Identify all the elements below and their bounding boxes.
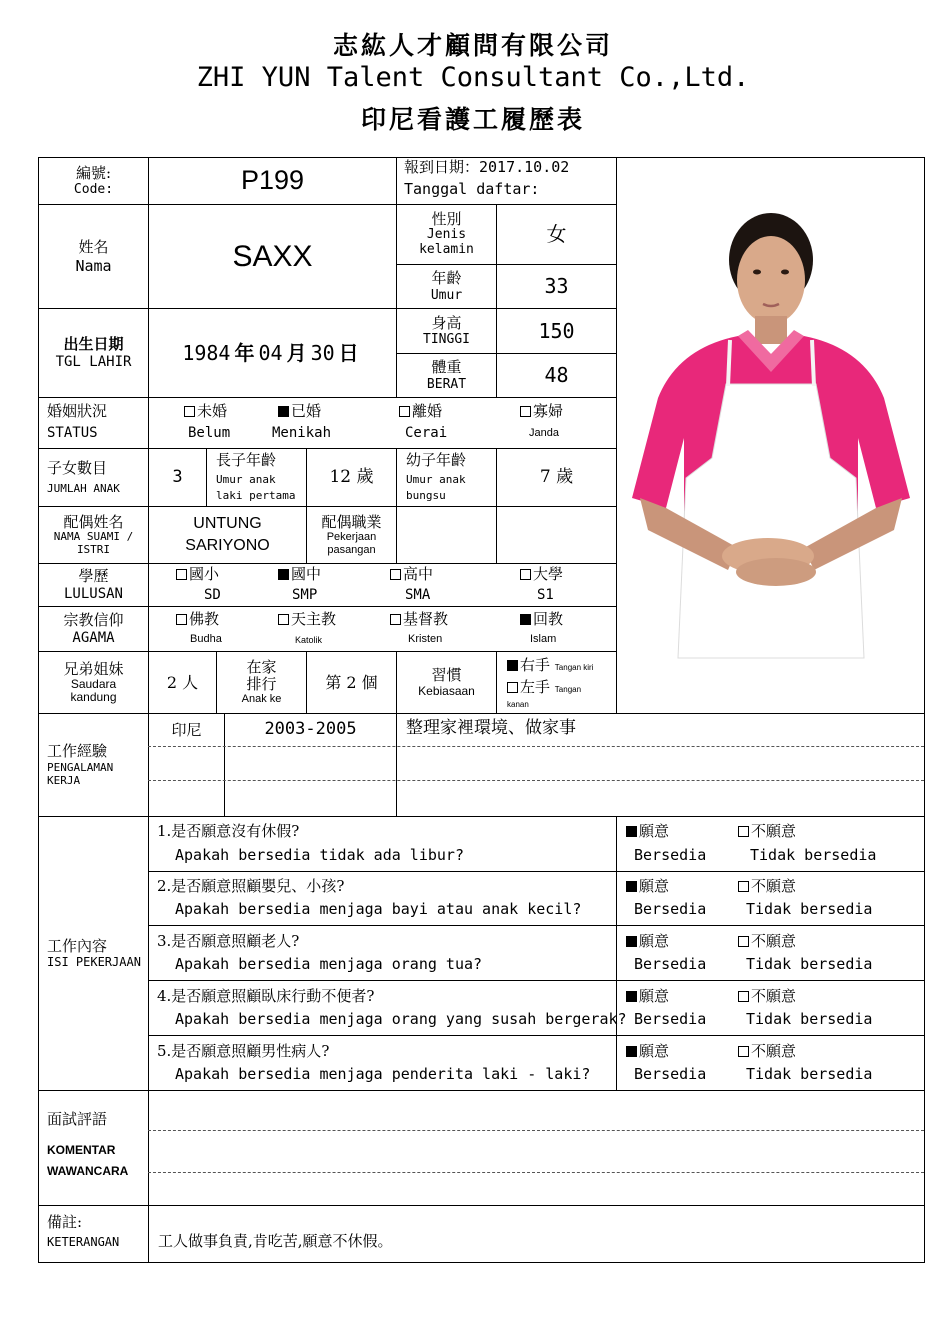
duty-yes-label: Bersedia — [634, 1010, 707, 1028]
remarks-label-id: KETERANGAN — [47, 1235, 120, 1249]
duty-yes-option[interactable]: 願意 — [626, 932, 669, 950]
interview-label-id-1: KOMENTAR — [47, 1143, 116, 1157]
experience-period: 2003-2005 — [264, 719, 357, 740]
checkbox-icon — [738, 936, 749, 947]
education-option-s1-id: S1 — [537, 587, 554, 603]
code-label: 編號: Code: — [73, 163, 114, 198]
duty-question-zh: 4.是否願意照顧臥床行動不便者? — [157, 987, 375, 1005]
eldest-age-value: 12 歲 — [329, 466, 374, 487]
marital-option-belum[interactable]: 未婚 — [184, 402, 227, 420]
eldest-age-label-id-2: laki pertama — [216, 489, 296, 502]
duty-yes-label: Bersedia — [634, 1065, 707, 1083]
experience-label: 工作經驗 PENGALAMAN KERJA — [47, 741, 114, 788]
experience-country: 印尼 — [171, 720, 202, 739]
age-label: 年齡 Umur — [430, 269, 463, 303]
height-label: 身高 TINGGI — [423, 313, 470, 348]
duty-question-zh: 2.是否願意照顧嬰兒、小孩? — [157, 877, 345, 895]
children-label-id: JUMLAH ANAK — [47, 482, 120, 495]
checkbox-icon — [738, 881, 749, 892]
religion-option-kristen-id: Kristen — [408, 633, 443, 645]
checkbox-icon — [738, 1046, 749, 1057]
siblings-label: 兄弟姐妹 Saudara kandung — [63, 660, 124, 704]
marital-label: 婚姻狀況 — [47, 402, 108, 420]
duty-question-zh: 1.是否願意沒有休假? — [157, 822, 300, 840]
duty-question-id: Apakah bersedia menjaga orang tua? — [175, 955, 483, 973]
checked-box-icon — [626, 991, 637, 1002]
checkbox-icon — [520, 406, 531, 417]
duty-yes-option[interactable]: 願意 — [626, 822, 669, 840]
habit-right-hand[interactable]: 右手 Tangan kiri — [507, 656, 593, 674]
education-option-sma[interactable]: 高中 — [390, 565, 433, 583]
youngest-age-value: 7 歲 — [539, 466, 574, 487]
youngest-age-label-id-1: Umur anak — [406, 473, 466, 486]
duty-no-option[interactable]: 不願意 — [738, 877, 796, 895]
gender-label: 性別 Jenis kelamin — [419, 209, 474, 258]
spouse-job-label: 配偶職業 Pekerjaan pasangan — [321, 512, 382, 556]
religion-option-kristen[interactable]: 基督教 — [390, 610, 448, 628]
checked-box-icon — [626, 826, 637, 837]
checked-box-icon — [520, 614, 531, 625]
remarks-text: 工人做事負責,肯吃苦,願意不休假。 — [158, 1232, 393, 1250]
duty-no-label: Tidak bersedia — [746, 1065, 873, 1083]
education-option-sd[interactable]: 國小 — [176, 565, 219, 583]
form-title: 印尼看護工履歷表 — [360, 105, 585, 134]
marital-option-janda-id: Janda — [529, 427, 559, 439]
company-name-en: ZHI YUN Talent Consultant Co.,Ltd. — [196, 62, 750, 93]
children-label: 子女數目 — [47, 459, 108, 477]
experience-duty: 整理家裡環境、做家事 — [406, 718, 576, 738]
duty-yes-option[interactable]: 願意 — [626, 987, 669, 1005]
duty-yes-option[interactable]: 願意 — [626, 1042, 669, 1060]
education-option-smp-id: SMP — [292, 587, 318, 603]
checkbox-icon — [520, 569, 531, 580]
checkbox-icon — [738, 826, 749, 837]
education-option-s1[interactable]: 大學 — [520, 565, 563, 583]
duty-question-id: Apakah bersedia tidak ada libur? — [175, 846, 464, 864]
duty-no-label: Tidak bersedia — [750, 846, 877, 864]
interview-label: 面試評語 — [47, 1110, 108, 1128]
spouse-job-value — [397, 507, 616, 563]
duty-yes-label: Bersedia — [634, 955, 707, 973]
name-value: SAXX — [232, 239, 313, 273]
duty-question-id: Apakah bersedia menjaga orang yang susah bergerak? — [175, 1010, 627, 1028]
education-label: 學歷 LULUSAN — [63, 566, 123, 602]
religion-option-katolik[interactable]: 天主教 — [278, 610, 336, 628]
duty-no-option[interactable]: 不願意 — [738, 822, 796, 840]
religion-option-islam[interactable]: 回教 — [520, 610, 563, 628]
education-option-smp[interactable]: 國中 — [278, 565, 321, 583]
duty-question-zh: 3.是否願意照顧老人? — [157, 932, 300, 950]
register-date-label: 報到日期：2017.10.02 — [404, 158, 570, 176]
checkbox-icon — [176, 614, 187, 625]
checked-box-icon — [626, 881, 637, 892]
applicant-portrait — [618, 158, 924, 676]
siblings-count: 2 人 — [166, 672, 199, 692]
religion-option-budha-id: Budha — [190, 633, 222, 645]
name-label: 姓名 Nama — [75, 237, 112, 275]
weight-value: 48 — [544, 363, 569, 387]
checkbox-icon — [399, 406, 410, 417]
checkbox-icon — [184, 406, 195, 417]
checked-box-icon — [507, 660, 518, 671]
children-count: 3 — [172, 466, 183, 487]
duty-no-option[interactable]: 不願意 — [738, 932, 796, 950]
checkbox-icon — [390, 614, 401, 625]
interview-label-id-2: WAWANCARA — [47, 1164, 129, 1178]
birth-order-label: 在家 排行 Anak ke — [241, 657, 282, 706]
duty-yes-label: Bersedia — [634, 846, 707, 864]
duty-question-zh: 5.是否願意照顧男性病人? — [157, 1042, 330, 1060]
duty-no-label: Tidak bersedia — [746, 955, 873, 973]
checkbox-icon — [390, 569, 401, 580]
habit-left-hand-id: kanan — [507, 700, 529, 709]
company-name-zh: 志紘人才顧問有限公司 — [332, 31, 613, 60]
applicant-photo — [618, 158, 924, 676]
weight-label: 體重 BERAT — [426, 358, 467, 392]
duty-question-id: Apakah bersedia menjaga bayi atau anak kecil? — [175, 900, 582, 918]
checked-box-icon — [278, 406, 289, 417]
marital-option-cerai-id: Cerai — [405, 425, 448, 441]
code-value: P199 — [240, 165, 305, 196]
checked-box-icon — [278, 569, 289, 580]
duty-yes-option[interactable]: 願意 — [626, 877, 669, 895]
marital-option-menikah[interactable]: 已婚 — [278, 402, 321, 420]
religion-option-katolik-id: Katolik — [295, 635, 323, 645]
checked-box-icon — [626, 1046, 637, 1057]
marital-option-menikah-id: Menikah — [272, 425, 332, 441]
religion-option-islam-id: Islam — [530, 633, 557, 645]
age-value: 33 — [544, 274, 569, 298]
checkbox-icon — [507, 682, 518, 693]
youngest-age-label-id-2: bungsu — [406, 489, 446, 502]
checkbox-icon — [738, 991, 749, 1002]
marital-option-janda[interactable]: 寡婦 — [520, 402, 563, 420]
gender-value: 女 — [546, 222, 567, 246]
eldest-age-label-id-1: Umur anak — [216, 473, 276, 486]
checked-box-icon — [626, 936, 637, 947]
duty-yes-label: Bersedia — [634, 900, 707, 918]
marital-label-id: STATUS — [47, 425, 98, 441]
education-option-sd-id: SD — [204, 587, 221, 603]
education-option-sma-id: SMA — [405, 587, 431, 603]
height-value: 150 — [538, 318, 575, 343]
birth-order-value: 第 2 個 — [325, 672, 378, 692]
habit-left-hand[interactable]: 左手 Tangan — [507, 678, 581, 696]
youngest-age-label: 幼子年齡 — [406, 451, 467, 469]
birth-label: 出生日期 TGL LAHIR — [55, 334, 132, 370]
habit-label: 習慣 Kebiasaan — [418, 665, 475, 699]
checkbox-icon — [278, 614, 289, 625]
duty-no-label: Tidak bersedia — [746, 900, 873, 918]
marital-option-cerai[interactable]: 離婚 — [399, 402, 442, 420]
duty-no-label: Tidak bersedia — [746, 1010, 873, 1028]
birth-date-value: 1984 年 04 月 30 日 — [182, 340, 359, 365]
duty-no-option[interactable]: 不願意 — [738, 1042, 796, 1060]
duty-no-option[interactable]: 不願意 — [738, 987, 796, 1005]
remarks-label: 備註: — [47, 1213, 83, 1231]
register-date-label-id: Tanggal daftar: — [404, 180, 540, 198]
marital-option-belum-id: Belum — [188, 425, 231, 441]
eldest-age-label: 長子年齡 — [216, 451, 277, 469]
spouse-label: 配偶姓名 NAMA SUAMI / ISTRI — [53, 512, 134, 556]
religion-label: 宗教信仰 AGAMA — [63, 610, 124, 646]
spouse-name: UNTUNG SARIYONO — [185, 514, 270, 554]
checkbox-icon — [176, 569, 187, 580]
religion-option-budha[interactable]: 佛教 — [176, 610, 219, 628]
duty-question-id: Apakah bersedia menjaga penderita laki - laki? — [175, 1065, 591, 1083]
duties-label: 工作內容 ISI PEKERJAAN — [47, 936, 141, 970]
